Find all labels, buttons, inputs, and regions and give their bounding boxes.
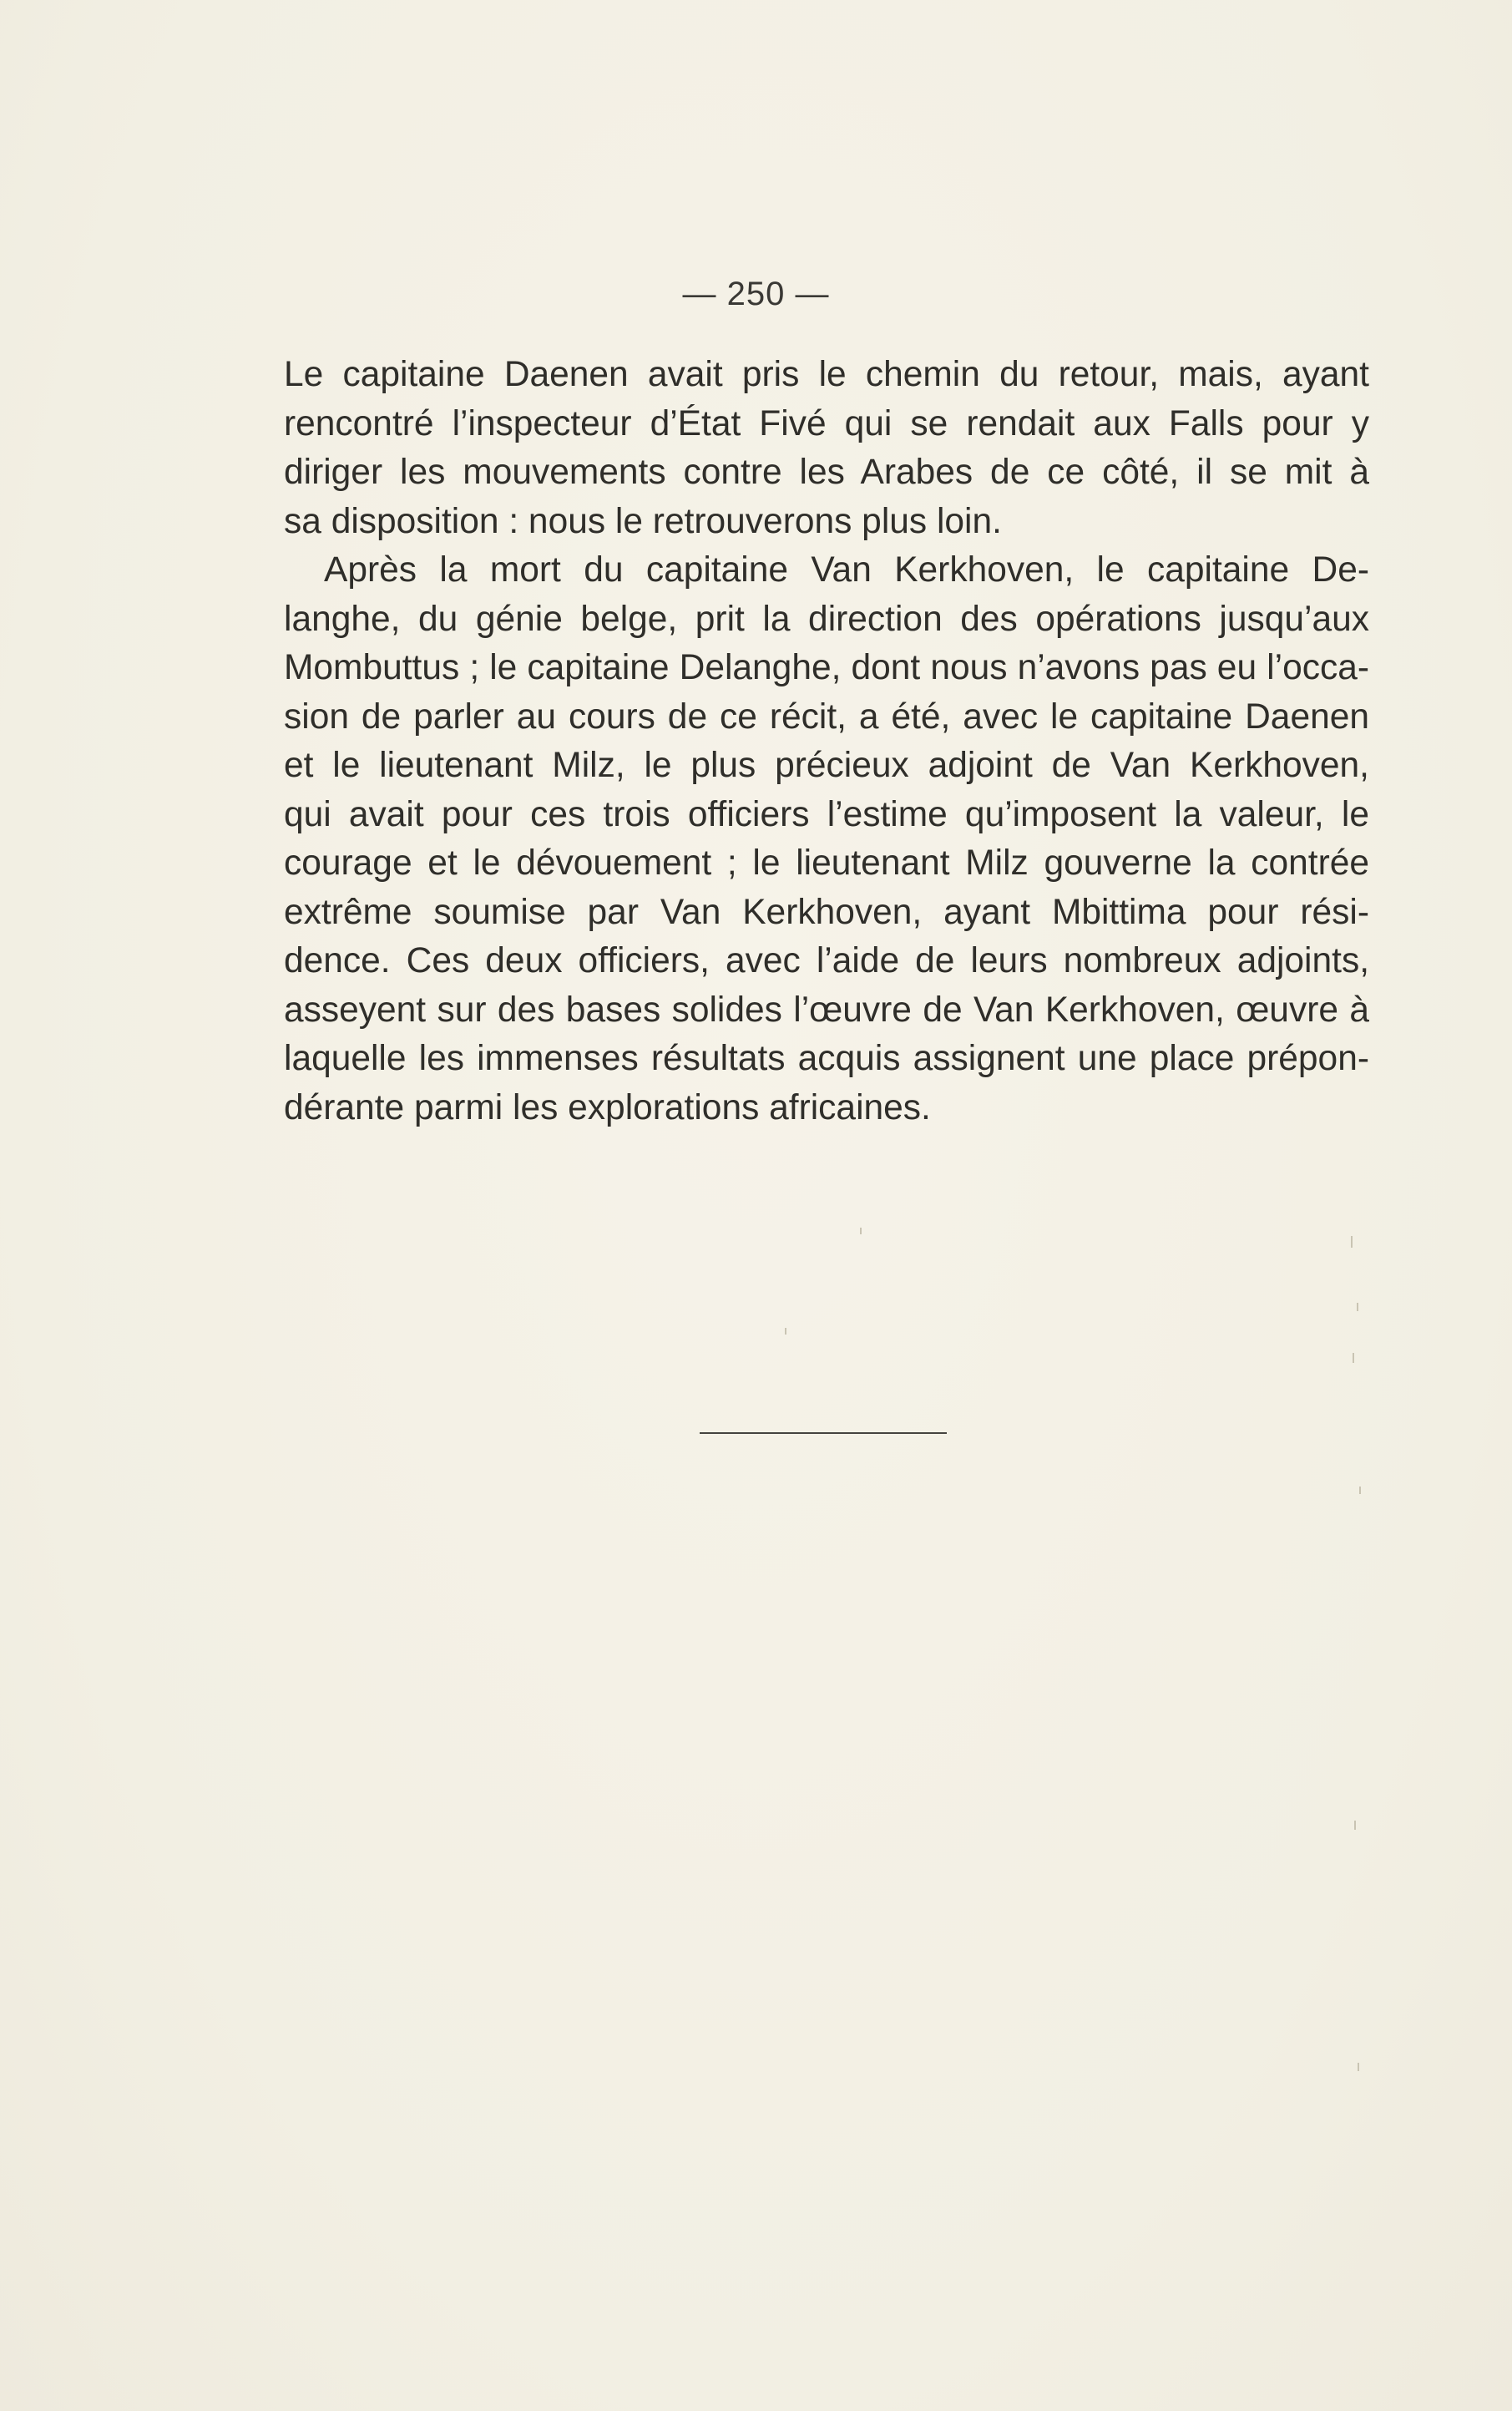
text-line: courage et le dévouement ; le lieutenant Milz gouverne la contrée xyxy=(284,843,1369,883)
speck xyxy=(1357,1303,1358,1311)
text-line: dérante parmi les explorations africaines. xyxy=(284,1087,931,1127)
text-line: qui avait pour ces trois officiers l’estime qu’imposent la valeur, le xyxy=(284,794,1369,834)
text-line: rencontré l’inspecteur d’État Fivé qui se rendait aux Falls pour y xyxy=(284,403,1369,443)
paragraph-1 xyxy=(284,351,1369,546)
text-line: dence. Ces deux officiers, avec l’aide de leurs nombreux adjoints, xyxy=(284,941,1369,980)
text-line: diriger les mouvements contre les Arabes de ce côté, il se mit à xyxy=(284,453,1369,492)
body-text xyxy=(284,351,1369,1132)
speck xyxy=(785,1328,786,1335)
speck xyxy=(860,1228,862,1234)
text-line: extrême soumise par Van Kerkhoven, ayant Mbittima pour rési- xyxy=(284,892,1369,932)
speck xyxy=(1359,1487,1361,1494)
speck xyxy=(1351,1236,1353,1248)
text-line: asseyent sur des bases solides l’œuvre de Van Kerkhoven, œuvre à xyxy=(284,990,1369,1030)
text-line: Après la mort du capitaine Van Kerkhoven, le capitaine De- xyxy=(324,550,1369,590)
speck xyxy=(1358,2063,1359,2071)
text-line: Le capitaine Daenen avait pris le chemin du retour, mais, ayant xyxy=(284,355,1369,394)
speck xyxy=(1354,1821,1356,1830)
section-divider xyxy=(700,1432,947,1434)
text-line: langhe, du génie belge, prit la direction des opérations jusqu’aux xyxy=(284,599,1369,639)
text-line: sa disposition : nous le retrouverons plus loin. xyxy=(284,501,1002,541)
page-number: — 250 — xyxy=(682,276,830,312)
speck xyxy=(1353,1353,1354,1363)
text-line: laquelle les immenses résultats acquis assignent une place prépon- xyxy=(284,1039,1369,1078)
paragraph-2 xyxy=(284,546,1369,1132)
text-line: et le lieutenant Milz, le plus précieux adjoint de Van Kerkhoven, xyxy=(284,746,1369,785)
text-line: sion de parler au cours de ce récit, a été, avec le capitaine Daenen xyxy=(284,696,1369,737)
text-line: Mombuttus ; le capitaine Delanghe, dont nous n’avons pas eu l’occa- xyxy=(284,648,1369,687)
